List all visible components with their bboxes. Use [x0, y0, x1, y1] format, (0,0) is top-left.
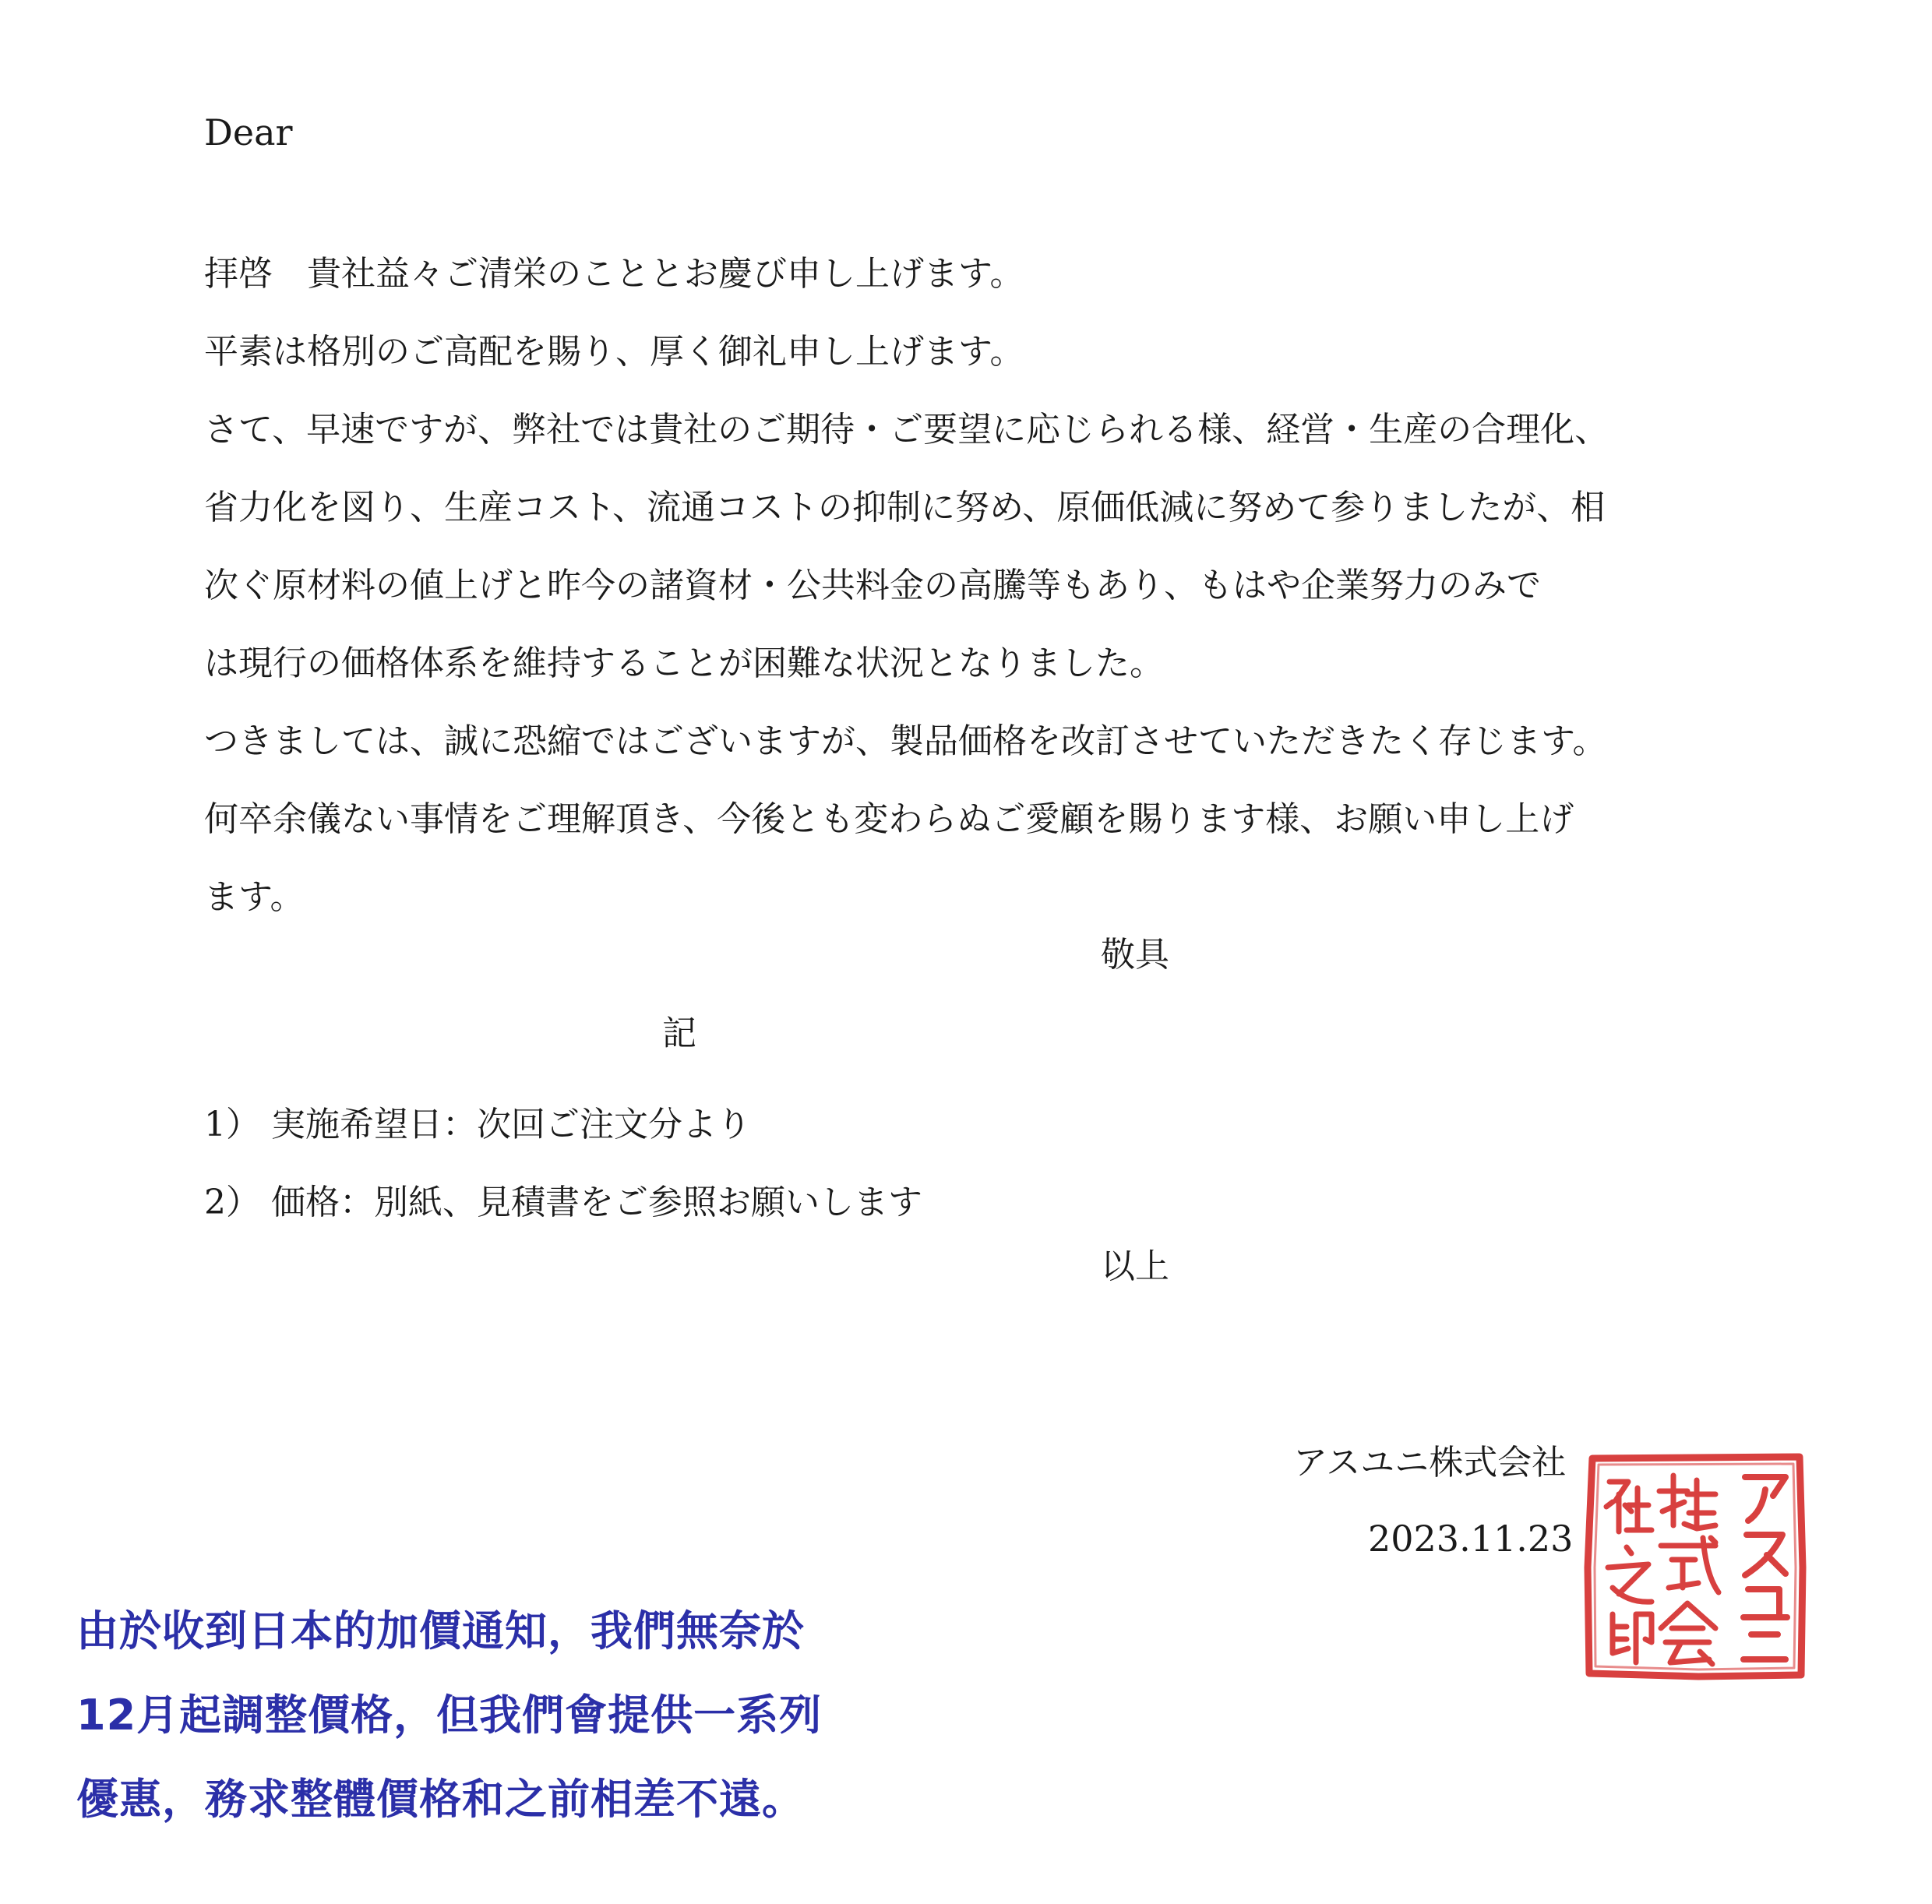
body-line: 平素は格別のご高配を賜り、厚く御礼申し上げます。: [204, 332, 1024, 372]
body-line: 省力化を図り、生産コスト、流通コストの抑制に努め、原価低減に努めて参りましたが、相: [204, 488, 1606, 527]
end-mark: 以上: [1101, 1246, 1169, 1286]
letter-body: [204, 235, 1609, 936]
company-name: アスユニ株式会社: [1293, 1443, 1567, 1483]
letter-date: 2023.11.23: [1368, 1518, 1574, 1560]
list-item: 1） 実施希望日：次回ご注文分より: [204, 1105, 751, 1144]
ki-heading: 記: [662, 1014, 696, 1053]
body-line: つきましては、誠に恐縮ではございますが、製品価格を改訂させていただきたく存じます。: [204, 721, 1607, 761]
body-line: 何卒余儀ない事情をご理解頂き、今後とも変わらぬご愛顧を賜ります様、お願い申し上げ: [204, 799, 1574, 839]
chinese-note: [76, 1589, 822, 1842]
salutation: Dear: [204, 111, 293, 153]
item-list: [204, 1086, 922, 1242]
note-line: 由於收到日本的加價通知，我們無奈於: [76, 1606, 805, 1655]
body-line: さて、早速ですが、弊社では貴社のご期待・ご要望に応じられる様、経営・生産の合理化、: [204, 410, 1609, 450]
company-seal-icon: [1581, 1451, 1809, 1681]
body-line: は現行の価格体系を維持することが困難な状況となりました。: [204, 643, 1164, 683]
note-line: 優惠，務求整體價格和之前相差不遠。: [76, 1775, 805, 1824]
note-line: 12月起調整價格，但我們會提供一系列: [76, 1691, 823, 1740]
list-item: 2） 価格：別紙、見積書をご参照お願いします: [204, 1183, 922, 1222]
body-line: 拝啓 貴社益々ご清栄のこととお慶び申し上げます。: [204, 254, 1024, 294]
closing-keigu: 敬具: [1101, 935, 1169, 975]
body-line: ます。: [204, 877, 305, 917]
body-line: 次ぐ原材料の値上げと昨今の諸資材・公共料金の高騰等もあり、もはや企業努力のみで: [204, 566, 1541, 605]
